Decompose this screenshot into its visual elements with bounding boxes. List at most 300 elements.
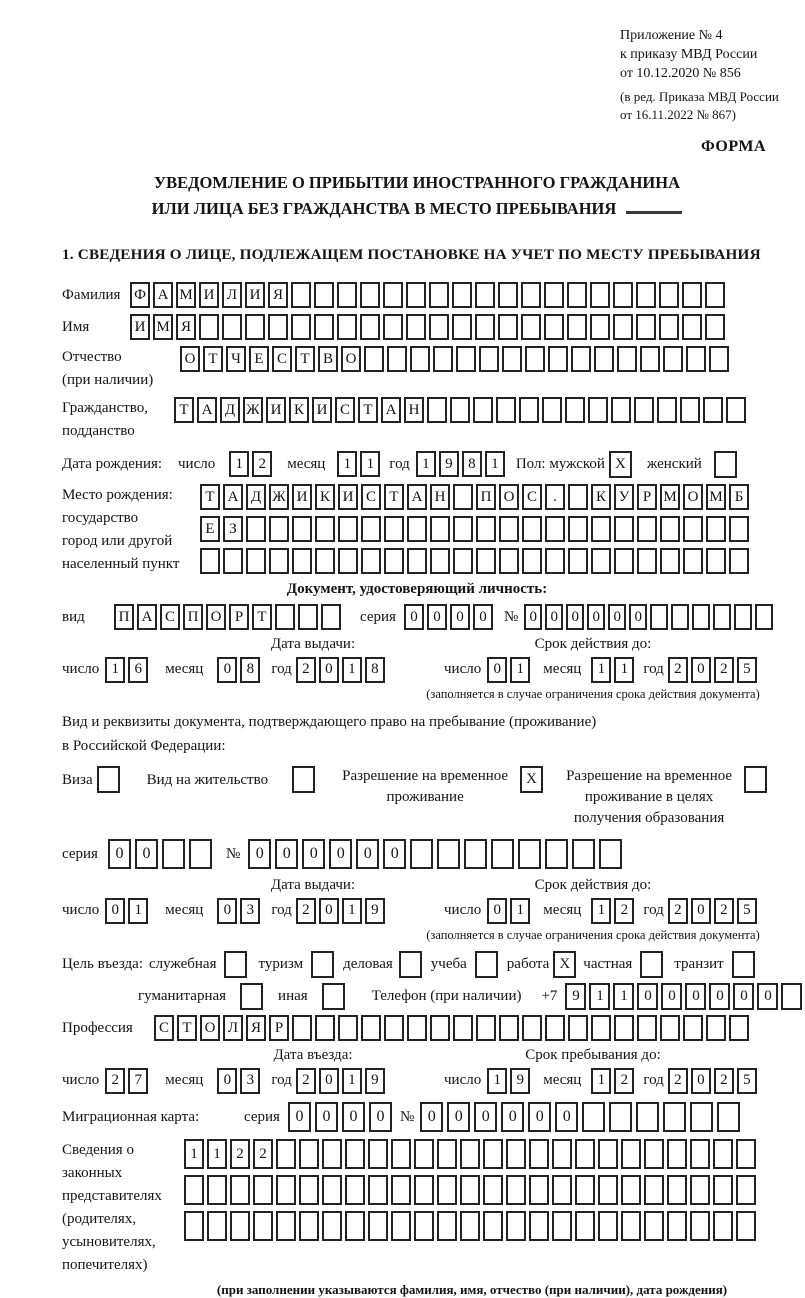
char-box (384, 516, 404, 542)
citizenship-label-line: подданство (62, 423, 135, 439)
char-box: 0 (383, 839, 406, 869)
char-box (245, 314, 265, 340)
page-title (62, 170, 772, 222)
year-label: год (643, 661, 664, 677)
section-1-heading: 1. СВЕДЕНИЯ О ЛИЦЕ, ПОДЛЕЖАЩЕМ ПОСТАНОВКЕ НА УЧЕТ ПО МЕСТУ ПРЕБЫВАНИЯ (62, 246, 761, 263)
permit-valid-until-line (414, 897, 772, 924)
permit-issue-year-cells (296, 898, 388, 924)
char-box: 1 (342, 898, 362, 924)
char-box (292, 1015, 312, 1041)
char-box: 1 (485, 451, 505, 477)
char-box (545, 516, 565, 542)
char-box (483, 1175, 503, 1205)
char-box (736, 1211, 756, 1241)
char-box (224, 951, 247, 978)
char-box: К (591, 484, 611, 510)
char-box: Н (404, 397, 424, 423)
char-box (690, 1102, 713, 1132)
char-box: 0 (319, 898, 339, 924)
char-box (729, 548, 749, 574)
birth-year-cells (416, 451, 508, 477)
char-box: 2 (296, 657, 316, 683)
char-box: 0 (685, 983, 706, 1010)
char-box (430, 1015, 450, 1041)
series-label: серия (244, 1109, 280, 1125)
day-label: число (62, 902, 100, 918)
char-box: 0 (487, 898, 507, 924)
permit-issue-month-cells (217, 898, 263, 924)
char-box: Ф (130, 282, 150, 308)
migration-card-label: Миграционная карта: (62, 1109, 200, 1125)
char-box (634, 397, 654, 423)
citizenship-label-line: Гражданство, (62, 400, 149, 416)
char-box (345, 1139, 365, 1169)
char-box (663, 1102, 686, 1132)
char-box: 1 (510, 898, 530, 924)
char-box: 9 (365, 898, 385, 924)
year-label: год (643, 902, 664, 918)
birthplace-label-line: населенный пункт (62, 556, 180, 572)
char-box (338, 548, 358, 574)
edu-residence-label-line: проживание в целях (584, 789, 714, 805)
char-box: Т (177, 1015, 197, 1041)
char-box (460, 1139, 480, 1169)
char-box: 0 (608, 604, 626, 630)
char-box (184, 1211, 204, 1241)
purpose-row2 (62, 983, 772, 1010)
char-box (667, 1211, 687, 1241)
char-box (692, 604, 710, 630)
patronymic-cells (180, 346, 732, 372)
char-box: 0 (474, 1102, 497, 1132)
char-box (499, 516, 519, 542)
char-box: 2 (296, 898, 316, 924)
char-box (240, 983, 263, 1010)
entry-month-cells (217, 1068, 263, 1094)
char-box: 0 (420, 1102, 443, 1132)
char-box (476, 1015, 496, 1041)
char-box: 2 (614, 1068, 634, 1094)
char-box (614, 548, 634, 574)
char-box: С (160, 604, 180, 630)
day-label: число (444, 1072, 482, 1088)
birthplace-label-line: Место рождения: (62, 487, 173, 503)
char-box (311, 951, 334, 978)
identity-doc-heading: Документ, удостоверяющий личность: (286, 581, 548, 597)
char-box (452, 314, 472, 340)
char-box (253, 1211, 273, 1241)
entry-date-line (62, 1067, 414, 1094)
char-box (268, 314, 288, 340)
char-box (544, 314, 564, 340)
char-box (744, 766, 767, 793)
char-box (429, 282, 449, 308)
char-box: 1 (487, 1068, 507, 1094)
char-box: Р (269, 1015, 289, 1041)
char-box: Д (220, 397, 240, 423)
char-box (475, 951, 498, 978)
char-box (276, 1139, 296, 1169)
char-box (476, 548, 496, 574)
char-box (522, 1015, 542, 1041)
entry-date-title: Дата въезда: (273, 1047, 353, 1063)
char-box: 0 (329, 839, 352, 869)
title-line-1: УВЕДОМЛЕНИЕ О ПРИБЫТИИ ИНОСТРАННОГО ГРАЖДАНИНА (153, 173, 681, 192)
permit-valid-month-cells (591, 898, 637, 924)
char-box (637, 516, 657, 542)
char-box (315, 516, 335, 542)
representatives-label-line: законных (62, 1165, 123, 1181)
char-box (345, 1211, 365, 1241)
char-box (614, 1015, 634, 1041)
char-box: 2 (252, 451, 272, 477)
char-box: З (223, 516, 243, 542)
char-box (644, 1139, 664, 1169)
char-box: П (183, 604, 203, 630)
char-box: 9 (365, 1068, 385, 1094)
char-box: Р (229, 604, 249, 630)
char-box (713, 1211, 733, 1241)
sex-female-checkbox (714, 451, 740, 478)
char-box (529, 1139, 549, 1169)
series-label: серия (360, 609, 396, 625)
char-box: 0 (135, 839, 158, 869)
char-box (475, 314, 495, 340)
char-box (361, 548, 381, 574)
purpose-private-checkbox (640, 951, 666, 978)
year-label: год (389, 456, 410, 472)
char-box: 0 (217, 898, 237, 924)
char-box (599, 839, 622, 869)
char-box: 8 (240, 657, 260, 683)
char-box: М (706, 484, 726, 510)
permit-issue-date-line (62, 897, 414, 924)
char-box (406, 314, 426, 340)
permit-valid-until-block (414, 877, 772, 943)
char-box: С (361, 484, 381, 510)
char-box: 0 (691, 657, 711, 683)
char-box: А (197, 397, 217, 423)
char-box: С (154, 1015, 174, 1041)
char-box (322, 1139, 342, 1169)
purpose-official-checkbox (224, 951, 250, 978)
char-box (614, 516, 634, 542)
char-box: 2 (668, 657, 688, 683)
char-box: 0 (248, 839, 271, 869)
purpose-other-checkbox (322, 983, 348, 1010)
representatives-cells-block (184, 1139, 759, 1241)
char-box (726, 397, 746, 423)
stay-until-block (414, 1047, 772, 1094)
char-box: О (200, 1015, 220, 1041)
char-box (690, 1139, 710, 1169)
char-box: 0 (757, 983, 778, 1010)
char-box (315, 1015, 335, 1041)
char-box: 2 (714, 898, 734, 924)
edu-residence-label (566, 766, 732, 829)
char-box: П (476, 484, 496, 510)
char-box: И (245, 282, 265, 308)
char-box (298, 604, 318, 630)
char-box (97, 766, 120, 793)
char-box: 0 (275, 839, 298, 869)
char-box: Н (430, 484, 450, 510)
stay-until-line (414, 1067, 772, 1094)
char-box (223, 548, 243, 574)
residence-permit-checkbox (292, 766, 318, 793)
char-box (483, 1139, 503, 1169)
stay-until-title: Срок пребывания до: (525, 1047, 661, 1063)
birthplace-cells-row3 (200, 548, 752, 574)
char-box: 2 (105, 1068, 125, 1094)
char-box (714, 451, 737, 478)
char-box (572, 839, 595, 869)
birthplace-label (62, 484, 200, 576)
permit-dates (62, 877, 772, 943)
char-box (598, 1175, 618, 1205)
char-box (644, 1211, 664, 1241)
identity-doc-row (62, 604, 772, 631)
char-box: 1 (229, 451, 249, 477)
representatives-cells-row1 (184, 1139, 759, 1169)
char-box (453, 516, 473, 542)
doc-number-cells (524, 604, 776, 630)
char-box (568, 548, 588, 574)
char-box (660, 516, 680, 542)
char-box (314, 282, 334, 308)
char-box (437, 1175, 457, 1205)
stay-year-cells (668, 1068, 760, 1094)
char-box: 0 (288, 1102, 311, 1132)
purpose-transit-checkbox (732, 951, 758, 978)
char-box: И (199, 282, 219, 308)
char-box (184, 1175, 204, 1205)
char-box (506, 1139, 526, 1169)
char-box (552, 1211, 572, 1241)
char-box (427, 397, 447, 423)
stay-month-cells (591, 1068, 637, 1094)
day-label: число (178, 456, 216, 472)
char-box: 1 (613, 983, 634, 1010)
patronymic-label (62, 346, 180, 392)
purpose-work-checkbox (553, 951, 579, 978)
char-box (407, 516, 427, 542)
char-box (568, 484, 588, 510)
char-box (499, 548, 519, 574)
issue-date-block (62, 636, 414, 683)
char-box (522, 516, 542, 542)
char-box: 0 (319, 657, 339, 683)
char-box: Ж (243, 397, 263, 423)
char-box (637, 1015, 657, 1041)
series-label: серия (62, 846, 98, 862)
char-box: 1 (591, 1068, 611, 1094)
representatives-label-line: (родителях, (62, 1211, 137, 1227)
char-box (713, 1175, 733, 1205)
firstname-label: Имя (62, 319, 90, 335)
purpose-lead-label: Цель въезда: (62, 956, 143, 972)
char-box (703, 397, 723, 423)
birth-date-label: Дата рождения: (62, 456, 163, 472)
valid-until-line (414, 656, 772, 683)
char-box: Я (268, 282, 288, 308)
char-box (453, 1015, 473, 1041)
char-box: 0 (691, 898, 711, 924)
char-box (683, 516, 703, 542)
purpose-humanitarian-checkbox (240, 983, 266, 1010)
char-box: Ч (226, 346, 246, 372)
patronymic-label-line: (при наличии) (62, 372, 154, 388)
char-box: 9 (510, 1068, 530, 1094)
char-box (337, 282, 357, 308)
char-box (617, 346, 637, 372)
permit-intro-line2: в Российской Федерации: (62, 738, 226, 754)
char-box: 2 (253, 1139, 273, 1169)
char-box (732, 951, 755, 978)
day-label: число (444, 902, 482, 918)
char-box (529, 1175, 549, 1205)
char-box (407, 1015, 427, 1041)
char-box: Т (358, 397, 378, 423)
char-box: М (176, 282, 196, 308)
appendix-revision-line: от 16.11.2022 № 867) (620, 107, 737, 122)
permit-issue-date-title: Дата выдачи: (270, 877, 356, 893)
char-box (246, 548, 266, 574)
permit-issue-date-block (62, 877, 414, 924)
citizenship-row (62, 397, 772, 443)
char-box: 5 (737, 657, 757, 683)
identity-doc-dates (62, 636, 772, 702)
char-box (660, 1015, 680, 1041)
char-box: 0 (319, 1068, 339, 1094)
birthplace-cells-row2 (200, 516, 752, 542)
char-box: И (266, 397, 286, 423)
appendix-line: Приложение № 4 (620, 28, 723, 43)
char-box: Б (729, 484, 749, 510)
char-box: 6 (128, 657, 148, 683)
char-box (410, 839, 433, 869)
purpose-option-label: туризм (258, 956, 304, 972)
char-box (338, 516, 358, 542)
char-box (410, 346, 430, 372)
char-box (637, 548, 657, 574)
birth-day-cells (229, 451, 275, 477)
char-box (430, 516, 450, 542)
visa-label: Виза (62, 772, 93, 788)
char-box (506, 1211, 526, 1241)
char-box (387, 346, 407, 372)
month-label: месяц (287, 456, 326, 472)
patronymic-label-line: Отчество (62, 349, 122, 365)
char-box: Е (200, 516, 220, 542)
permit-validity-note: (заполняется в случае ограничения срока действия документа) (426, 928, 760, 942)
representatives-footnote: (при заполнении указываются фамилия, имя, отчество (при наличии), дата рождения) (216, 1282, 728, 1297)
char-box: 0 (566, 604, 584, 630)
char-box (506, 1175, 526, 1205)
char-box (682, 282, 702, 308)
day-label: число (62, 1072, 100, 1088)
char-box (609, 1102, 632, 1132)
citizenship-label (62, 397, 174, 443)
char-box: 9 (565, 983, 586, 1010)
char-box (598, 1211, 618, 1241)
char-box (483, 1211, 503, 1241)
char-box: И (338, 484, 358, 510)
representatives-label-line: представителях (62, 1188, 162, 1204)
birthplace-row (62, 484, 772, 576)
purpose-option-label: учеба (430, 956, 467, 972)
char-box: Т (200, 484, 220, 510)
stay-day-cells (487, 1068, 533, 1094)
char-box (598, 1139, 618, 1169)
purpose-business-checkbox (399, 951, 425, 978)
char-box: Т (203, 346, 223, 372)
char-box: 1 (360, 451, 380, 477)
char-box: В (318, 346, 338, 372)
char-box (683, 548, 703, 574)
char-box (659, 314, 679, 340)
char-box: Е (249, 346, 269, 372)
appendix-line: от 10.12.2020 № 856 (620, 66, 741, 81)
migration-card-row (62, 1102, 772, 1132)
char-box (479, 346, 499, 372)
char-box (321, 604, 341, 630)
char-box: 0 (450, 604, 470, 630)
char-box (460, 1175, 480, 1205)
char-box: 0 (661, 983, 682, 1010)
char-box: С (522, 484, 542, 510)
doc-kind-cells (114, 604, 344, 630)
char-box: 2 (668, 1068, 688, 1094)
char-box (611, 397, 631, 423)
char-box: 1 (591, 898, 611, 924)
char-box: 0 (587, 604, 605, 630)
char-box (391, 1175, 411, 1205)
sex-male-label: Пол: мужской (515, 456, 605, 472)
char-box (640, 951, 663, 978)
representatives-label (62, 1139, 184, 1277)
profession-cells (154, 1015, 752, 1041)
char-box (594, 346, 614, 372)
char-box: 0 (555, 1102, 578, 1132)
purpose-option-label: деловая (343, 956, 393, 972)
char-box (552, 1175, 572, 1205)
char-box (755, 604, 773, 630)
char-box (613, 314, 633, 340)
char-box: У (614, 484, 634, 510)
visa-checkbox (97, 766, 123, 793)
char-box (292, 548, 312, 574)
char-box: О (206, 604, 226, 630)
char-box (345, 1175, 365, 1205)
char-box: 0 (487, 657, 507, 683)
valid-year-cells (668, 657, 760, 683)
char-box (671, 604, 689, 630)
permit-intro-line1: Вид и реквизиты документа, подтверждающего право на пребывание (проживание) (62, 714, 597, 730)
char-box (713, 1139, 733, 1169)
char-box: 0 (217, 1068, 237, 1094)
char-box (456, 346, 476, 372)
title-line-2 (62, 196, 772, 222)
char-box (525, 346, 545, 372)
char-box (429, 314, 449, 340)
char-box: 1 (342, 1068, 362, 1094)
char-box (636, 282, 656, 308)
purpose-option-label: работа (506, 956, 550, 972)
char-box: 0 (733, 983, 754, 1010)
char-box: 8 (462, 451, 482, 477)
char-box (476, 516, 496, 542)
